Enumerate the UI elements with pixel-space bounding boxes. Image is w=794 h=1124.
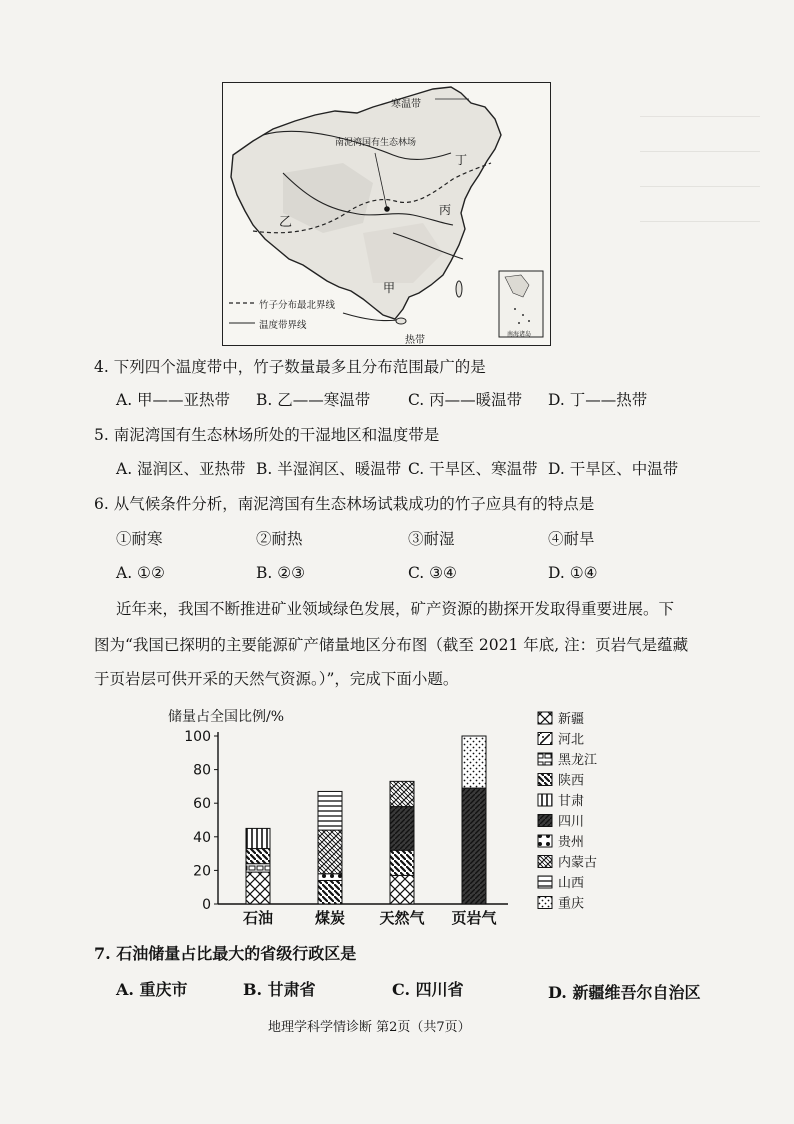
bar-segment-2-5 xyxy=(390,807,414,851)
q4-option-d[interactable]: D. 丁——热带 xyxy=(548,391,648,409)
q6-option-a[interactable]: A. ①② xyxy=(116,564,165,582)
label-forest: 南泥湾国有生态林场 xyxy=(335,138,417,148)
legend-swatch xyxy=(538,712,552,724)
legend-label: 山西 xyxy=(558,876,585,891)
q4-option-c[interactable]: C. 丙——暖温带 xyxy=(408,391,523,409)
legend-label: 贵州 xyxy=(558,835,585,850)
legend-swatch xyxy=(538,753,552,765)
q7-option-d[interactable]: D. 新疆维吾尔自治区 xyxy=(548,983,701,1002)
energy-reserve-chart xyxy=(160,704,630,932)
label-jia: 甲 xyxy=(383,281,396,295)
y-tick-label: 100 xyxy=(184,729,211,745)
map-figure xyxy=(222,82,551,346)
bleed-through-decoration xyxy=(640,96,760,296)
q6-option-c[interactable]: C. ③④ xyxy=(408,564,457,582)
legend-label: 新疆 xyxy=(558,712,585,727)
q5-option-d[interactable]: D. 干旱区、中温带 xyxy=(548,460,679,478)
chart-bars xyxy=(243,736,498,927)
chart-axes xyxy=(184,729,508,913)
label-tropical: 热带 xyxy=(405,335,425,346)
legend-swatch xyxy=(538,856,552,868)
intro-line-3: 于页岩层可供开采的天然气资源。）”，完成下面小题。 xyxy=(94,670,459,688)
stacked-bar-chart xyxy=(160,704,630,932)
legend-label: 陕西 xyxy=(558,773,585,789)
legend-swatch xyxy=(538,733,552,745)
q4-option-b[interactable]: B. 乙——寒温带 xyxy=(256,391,371,409)
bar-segment-2-3 xyxy=(390,850,414,875)
legend-swatch xyxy=(538,815,552,827)
q5-option-b[interactable]: B. 半湿润区、暖温带 xyxy=(256,460,402,478)
bar-segment-3-5 xyxy=(462,788,486,904)
legend-bamboo-line: 竹子分布最北界线 xyxy=(259,300,336,311)
bar-segment-0-3 xyxy=(246,849,270,864)
legend-swatch xyxy=(538,835,552,847)
bar-segment-0-0 xyxy=(246,872,270,904)
chart-legend xyxy=(538,712,597,912)
bar-segment-1-6 xyxy=(318,874,342,881)
legend-label: 重庆 xyxy=(558,896,585,912)
y-tick-label: 80 xyxy=(193,762,211,779)
label-ding: 丁 xyxy=(455,153,468,167)
x-category-label: 天然气 xyxy=(379,909,425,927)
y-tick-label: 20 xyxy=(193,863,211,880)
bar-segment-2-0 xyxy=(390,875,414,904)
q4-option-a[interactable]: A. 甲——亚热带 xyxy=(116,391,231,409)
legend-zone-line: 温度带界线 xyxy=(259,320,307,331)
question-4-stem: 4. 下列四个温度带中，竹子数量最多且分布范围最广的是 xyxy=(94,358,486,376)
question-7-stem: 7. 石油储量占比最大的省级行政区是 xyxy=(94,944,357,963)
q7-option-b[interactable]: B. 甘肃省 xyxy=(243,980,316,999)
q5-option-a[interactable]: A. 湿润区、亚热带 xyxy=(116,460,246,478)
q6-trait-3: ③耐湿 xyxy=(408,530,455,548)
legend-swatch xyxy=(538,774,552,786)
label-bing: 丙 xyxy=(439,203,452,217)
label-yi: 乙 xyxy=(279,215,293,230)
bar-segment-1-7 xyxy=(318,830,342,874)
legend-label: 甘肃 xyxy=(558,794,585,809)
legend-swatch xyxy=(538,794,552,806)
bar-segment-0-2 xyxy=(246,864,270,872)
bar-segment-1-3 xyxy=(318,880,342,904)
legend-label: 河北 xyxy=(558,732,585,748)
intro-line-2: 图为“我国已探明的主要能源矿产储量地区分布图（截至 2021 年底, 注：页岩气是蕴藏 xyxy=(94,636,689,654)
q6-option-d[interactable]: D. ①④ xyxy=(548,564,598,582)
bar-segment-1-8 xyxy=(318,791,342,830)
q7-option-c[interactable]: C. 四川省 xyxy=(392,980,464,999)
x-category-label: 石油 xyxy=(242,909,274,927)
label-cold-zone: 寒温带 xyxy=(391,99,421,110)
legend-label: 黑龙江 xyxy=(558,753,598,768)
legend-label: 内蒙古 xyxy=(558,855,598,871)
q6-option-b[interactable]: B. ②③ xyxy=(256,564,306,582)
q6-trait-2: ②耐热 xyxy=(256,530,303,548)
legend-swatch xyxy=(538,876,552,888)
chart-ylabel: 储量占全国比例/% xyxy=(168,709,285,725)
label-inset: 南海诸岛 xyxy=(507,331,532,338)
q5-option-c[interactable]: C. 干旱区、寒温带 xyxy=(408,460,538,478)
legend-label: 四川 xyxy=(558,814,585,830)
bar-segment-3-9 xyxy=(462,736,486,788)
y-tick-label: 60 xyxy=(193,796,211,813)
page-footer: 地理学科学情诊断 第2页（共7页） xyxy=(268,1020,471,1035)
q6-trait-1: ①耐寒 xyxy=(116,530,163,548)
question-6-stem: 6. 从气候条件分析，南泥湾国有生态林场试栽成功的竹子应具有的特点是 xyxy=(94,495,595,513)
y-tick-label: 0 xyxy=(202,897,211,913)
legend-swatch xyxy=(538,897,552,909)
y-tick-label: 40 xyxy=(193,829,211,846)
q6-trait-4: ④耐旱 xyxy=(548,530,595,548)
bar-segment-2-7 xyxy=(390,781,414,806)
bar-segment-0-4 xyxy=(246,828,270,848)
x-category-label: 煤炭 xyxy=(314,909,346,927)
question-5-stem: 5. 南泥湾国有生态林场所处的干湿地区和温度带是 xyxy=(94,426,440,444)
intro-line-1: 近年来，我国不断推进矿业领域绿色发展，矿产资源的勘探开发取得重要进展。下 xyxy=(116,600,675,618)
x-category-label: 页岩气 xyxy=(451,909,497,927)
q7-option-a[interactable]: A. 重庆市 xyxy=(116,980,188,999)
